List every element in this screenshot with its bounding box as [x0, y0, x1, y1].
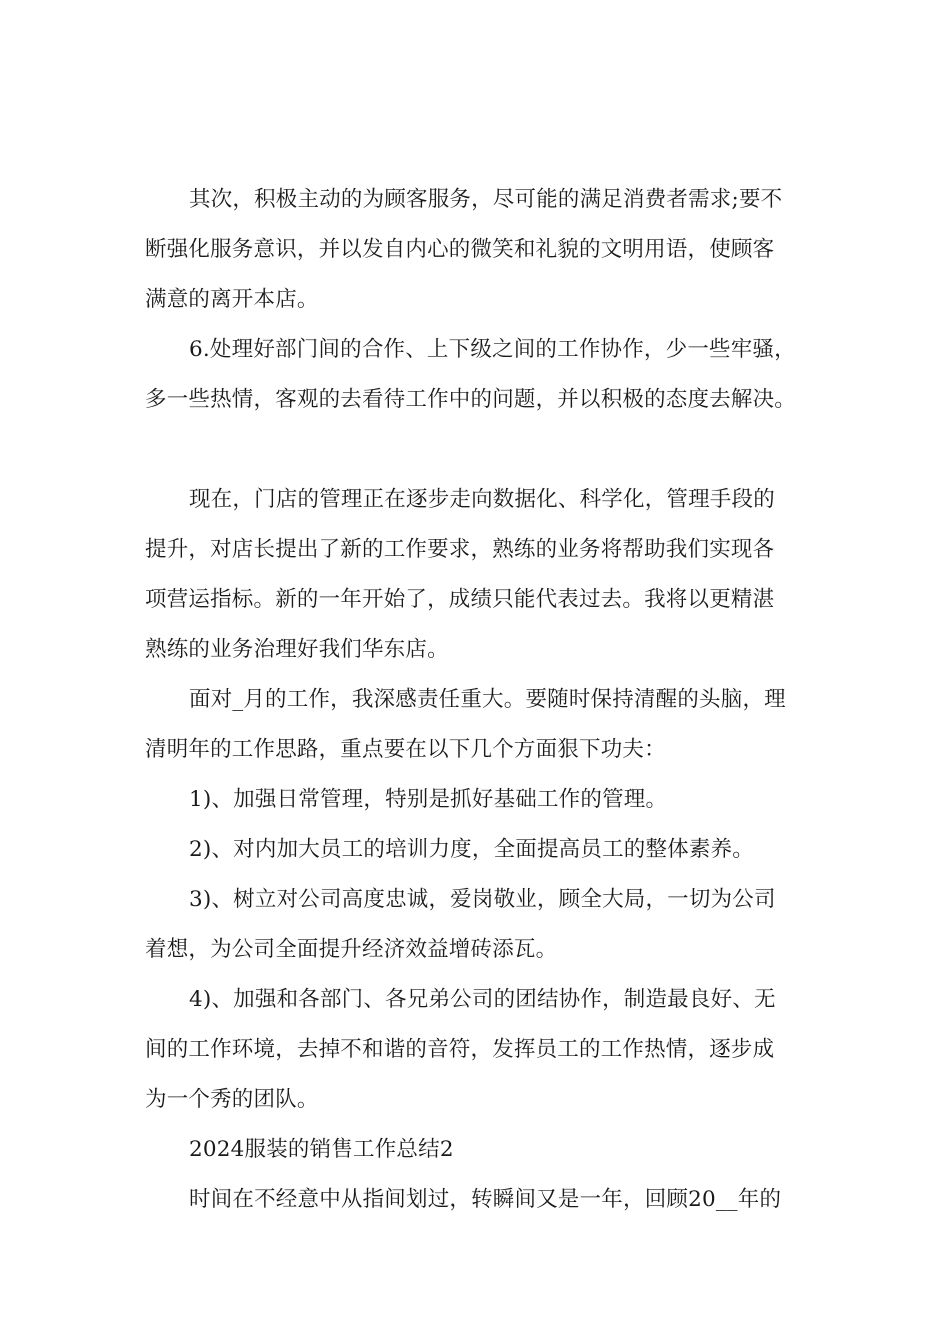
paragraph-item-6 [145, 325, 825, 425]
list-item-3 [145, 875, 825, 975]
list-item-1 [145, 775, 825, 825]
section-heading [145, 1125, 825, 1175]
paragraph-line: 4)、加强和各部门、各兄弟公司的团结协作，制造最良好、无 [189, 987, 776, 1012]
paragraph-line: 多一些热情，客观的去看待工作中的问题，并以积极的态度去解决。 [145, 387, 797, 412]
paragraph-monthly-work [145, 675, 825, 775]
paragraph-line: 现在，门店的管理正在逐步走向数据化、科学化，管理手段的 [189, 487, 775, 512]
paragraph-line: 2)、对内加大员工的培训力度，全面提高员工的整体素养。 [189, 837, 754, 862]
section-title: 2024服装的销售工作总结2 [189, 1137, 454, 1162]
paragraph-line: 项营运指标。新的一年开始了，成绩只能代表过去。我将以更精湛 [145, 587, 775, 612]
paragraph-line: 着想，为公司全面提升经济效益增砖添瓦。 [145, 937, 558, 962]
paragraph-line: 其次，积极主动的为顾客服务，尽可能的满足消费者需求;要不 [189, 187, 783, 212]
paragraph-line: 间的工作环境，去掉不和谐的音符，发挥员工的工作热情，逐步成 [145, 1037, 775, 1062]
paragraph-line: 6.处理好部门间的合作、上下级之间的工作协作，少一些牢骚， [189, 337, 796, 362]
list-item-2 [145, 825, 825, 875]
paragraph-year-review [145, 1175, 825, 1225]
paragraph-line: 1)、加强日常管理，特别是抓好基础工作的管理。 [189, 787, 668, 812]
paragraph-service [145, 175, 825, 325]
paragraph-line: 熟练的业务治理好我们华东店。 [145, 637, 449, 662]
paragraph-line: 3)、树立对公司高度忠诚，爱岗敬业，顾全大局，一切为公司 [189, 887, 776, 912]
paragraph-line: 满意的离开本店。 [145, 287, 319, 312]
paragraph-line: 为一个秀的团队。 [145, 1087, 319, 1112]
paragraph-line: 断强化服务意识，并以发自内心的微笑和礼貌的文明用语，使顾客 [145, 237, 775, 262]
paragraph-line: 提升，对店长提出了新的工作要求，熟练的业务将帮助我们实现各 [145, 537, 775, 562]
paragraph-line: 面对_月的工作，我深感责任重大。要随时保持清醒的头脑，理 [189, 687, 786, 712]
paragraph-line: 时间在不经意中从指间划过，转瞬间又是一年，回顾20__年的 [189, 1187, 782, 1212]
list-item-4 [145, 975, 825, 1125]
paragraph-store-management [145, 475, 825, 675]
paragraph-line: 清明年的工作思路，重点要在以下几个方面狠下功夫： [145, 737, 666, 762]
